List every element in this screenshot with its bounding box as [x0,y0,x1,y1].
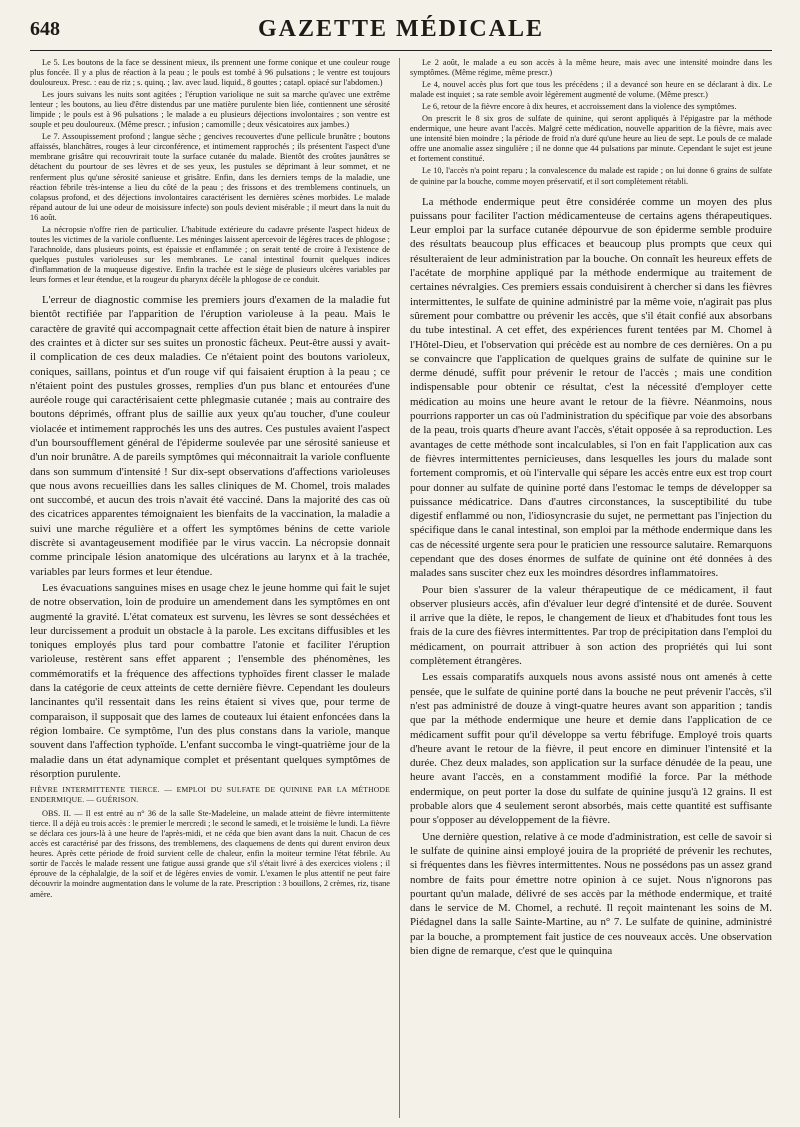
body-paragraph: Les évacuations sanguines mises en usage chez le jeune homme qui fait le sujet de notre observation, loin de produire un amendement dans les symptômes en ont augmenté la gravité. L'état comateux est survenu, les lèvres se sont desséchées et leur durcissement a produit un obstacle à la parole. Les excitans diffusibles et les toniques employés plus tard pour combattre l'atonie et faciliter l'éruption varioleuse, restèrent sans effet apparent ; l'ensemble des phénomènes, les commémoratifs et la fréquence des affections typhoïdes firent classer le malade dans la catégorie de ceux atteints de cette dernière fièvre. Cependant les douleurs lancinantes qu'il ressentait dans les reins étaient si vives que, pour terme de comparaison, il supposait que des lames de couteaux lui étaient enfoncées dans la région lombaire. Ce symptôme, l'un des plus constans dans la variole, manque souvent dans l'affection typhoïde. L'enfant succomba le vingt-quatrième jour de la maladie dans un état adynamique complet et présentant quelques symptômes de résorption purulente. [30,581,390,780]
body-paragraph: Une dernière question, relative à ce mode d'administration, est celle de savoir si le sulfate de quinine ainsi employé jouira de la propriété de prévenir les rechutes, si fréquentes dans les fièvres intermittentes. Nous ne possédons pas un assez grand nombre de faits pour émettre notre opinion à ce sujet. Nous n'ignorons pas pourtant qu'un malade, délivré de ses accès par la méthode endermique, et traité dans le service de M. Chomel, a rechuté. Il reçoit maintenant les soins de M. Piédagnel dans la salle Sainte-Martine, au n° 7. Le sulfate de quinine, administré par la bouche, a promptement fait justice de ces nouveaux accès. Une observation bien digne de remarque, c'est que le quinquina [410,830,772,957]
page-header [30,18,772,50]
case-note-paragraph: Le 6, retour de la fièvre encore à dix heures, et accroissement dans la violence des symptômes. [422,102,737,112]
body-paragraph: Pour bien s'assurer de la valeur thérapeutique de ce médicament, il faut observer plusieurs accès, afin d'évaluer leur degré d'intensité et de durée. Souvent il arrive que la diète, le repos, le changement de lieux et d'habitudes font tous les frais de la cure des fièvres intermittentes. Par trop de précipitation dans l'emploi du médicament, on pourrait attribuer à son action des propriétés qui lui sont complètement étrangères. [410,583,772,668]
right-column [410,58,772,1118]
column-divider [399,58,400,1118]
header-rule [30,50,772,51]
case-heading: FIÈVRE INTERMITTENTE TIERCE. — EMPLOI DU SULFATE DE QUININE PAR LA MÉTHODE ENDERMIQUE. — GUÉRISON. [30,785,390,805]
body-paragraph: La méthode endermique peut être considérée comme un moyen des plus puissans pour faciliter l'action médicamenteuse de certains agens thérapeutiques. Leur emploi par la surface cutanée dépourvue de son épiderme semble produire des résultats beaucoup plus efficaces et beaucoup plus prompts que ceux qui résulteraient de leur administration par la bouche. On connaît les heureux effets de l'acétate de morphine appliqué par la méthode endermique au traitement de certaines névralgies. Ces premiers essais conduisirent à chercher si dans les fièvres intermittentes, le sulfate de quinine administré par la même voie, n'agirait pas plus sûrement pour combattre ou prévenir les accès, que s'il était confié aux absorbans du tube intestinal. A cet effet, des expériences furent tentées par M. Chomel à l'Hôtel-Dieu, et l'observation qui précède est au nombre de ces dernières. On a pu se convaincre que l'application de quelques grains de sulfate de quinine sur le derme dénudé, suffit pour prévenir le retour de l'accès ; mais une condition indispensable pour obtenir ce résultat, c'est la nécessité d'employer cette médication au moins une heure avant le retour de la fièvre. Néanmoins, nous pourrions rapporter un cas où l'administration du spécifique par voie des absorbans de la peau, trois quarts d'heure avant l'accès, s'était opposée à sa reproduction. Les avantages de cette méthode sont incalculables, si l'on en fait l'application aux cas de fièvres intermittentes pernicieuses, dans lesquelles les jours du malade sont fortement compromis, et où l'intervalle qui sépare les accès entre eux est trop court pour donner au sulfate de quinine porté dans l'estomac le temps de développer sa puissance médicatrice. Dans d'autres circonstances, la susceptibilité du tube digestif enflammé ou non, l'idiosyncrasie du sujet, ne permettant pas l'injection du spécifique dans le canal intestinal, son emploi par la méthode endermique dans les cas de nécessité urgente sera pour le praticien une ressource salutaire. Remarquons cependant que des doses énormes de sulfate de quinine ont été données à des malades sans susciter chez eux les moindres désordres inflammatoires. [410,195,772,580]
case-note-paragraph: Le 10, l'accès n'a point reparu ; la convalescence du malade est rapide ; on lui donne 6 grains de sulfate de quinine par la bouche, comme moyen préservatif, et il sort complètement rétabli. [410,166,772,186]
left-column [30,58,390,1118]
case-note-paragraph: Le 2 août, le malade a eu son accès à la même heure, mais avec une intensité moindre dans les symptômes. (Même régime, même prescr.) [410,58,772,78]
case-note-paragraph: Le 7. Assoupissement profond ; langue sèche ; gencives recouvertes d'une pellicule brunâtre ; boutons affaissés, blanchâtres, rouges à leur circonférence, et intimement rapprochés ; ils présentent l'aspect d'une membrane grisâtre qui recouvrirait toute la surface cutanée du malade. Bientôt des croûtes jaunâtres se détachent du pourtour de ses lèvres et de ses yeux, les pustules se déprimant à leur sommet, et ne renferment plus qu'une sérosité sanieuse et grisâtre. Enfin, dans les derniers temps de la maladie, une réaction fébrile très-intense a lieu du côté de la peau ; des frissons et des tremblemens continuels, un colapsus profond, et des déjections involontaires caractérisent les dernières scènes morbides. Le malade répand autour de lui une odeur de moisissure infecte) son pouls devient misérable ; il meurt dans la nuit du 16 août. [30,132,390,222]
case-note-paragraph: Le 4, nouvel accès plus fort que tous les précédens ; il a devancé son heure en se déclarant à dix. Le malade est inquiet ; sa rate semble avoir légèrement augmenté de volume. (Même prescr.) [410,80,772,100]
case-note-paragraph: La nécropsie n'offre rien de particulier. L'habitude extérieure du cadavre présente l'aspect hideux de toutes les victimes de la variole confluente. Les méninges laissent apercevoir de légères traces de phlogose ; l'arachnoïde, dans plusieurs points, est épaissie et enflammée ; on serait tenté de croire à l'existence de quelques pustules varioleuses sur les membranes. Le canal intestinal fournit quelques indices d'inflammation de la muqueuse digestive. Enfin la trachée est le siège de plusieurs ulcères variables par leurs formes et leur étendue, et la rougeur du pharynx décèle la phlogose de ce conduit. [30,224,390,284]
case-note-paragraph: On prescrit le 8 six gros de sulfate de quinine, qui seront appliqués à l'épigastre par la méthode endermique, une heure avant l'accès. Malgré cette médication, nouvelle apparition de la fièvre, mais avec une intensité bien moindre ; la période de froid n'a duré qu'une heure au lieu de sept. Le pouls de ce malade offre une anomalie assez singulière ; il ne donne que 44 pulsations par minute. Cependant le sujet est jeune et fortement constitué. [410,114,772,164]
body-paragraph: L'erreur de diagnostic commise les premiers jours d'examen de la maladie fut bientôt rectifiée par l'apparition de l'éruption varioleuse à la peau. Mais le caractère de gravité qui accompagnait cette affection était bien de nature à inspirer des craintes et à dicter sur ses suites un pronostic fâcheux. Peut-être aussi y avait-il complication de ces deux maladies. Ce n'étaient point des boutons varioleux, coniques, saillans, pointus et d'un rouge vif qui faisaient éruption à la peau ; ce n'étaient point des pustules grosses, remplies d'un pus blanc et entourées d'une auréole rouge qui caractérisaient cette phlegmasie cutanée ; mais au contraire des boutons déprimés, offrant plus de saillie aux yeux qu'au toucher, d'une couleur violacée et intimement rapprochés les uns des autres. Ces pustules avaient l'aspect d'un boursoufflement général de l'épiderme soulevée par une sérosité sanieuse et d'un noir brunâtre. A de pareils symptômes qui méconnaitrait la variole confluente dans son summum d'intensité ! Sur dix-sept observations d'affections varioleuses que nous avons recueillies dans les salles cliniques de M. Chomel, trois malades ont succombé, et aucun des trois n'avait été vacciné. Dans la majorité des cas où des cicatrices apparentes témoignaient les bienfaits de la vaccination, la maladie a suivi une marche régulière et a offert les symptômes bénins de cette variole discrète si avantageusement modifiée par le virus vaccin. La nécropsie donnait comme principale lésion anatomique des ulcérations au larynx et à la trachée, variables par leurs formes et leur étendue. [30,294,390,578]
case-note-paragraph: Les jours suivans les nuits sont agitées ; l'éruption variolique ne suit sa marche qu'avec une extrême lenteur ; les boutons, au lieu d'être distendus par une matière purulente bien liée, contiennent une sérosité limpide ; le pouls est à 96 pulsations ; le malade a eu plusieurs déjections involontaires ; son ventre est souple et peu douloureux. (Même prescr. ; infusion ; camomille ; deux vésicatoires aux jambes.) [30,90,390,130]
case-note-paragraph: OBS. II. — Il est entré au n° 36 de la salle Ste-Madeleine, un malade atteint de fièvre intermittente tierce. Il a déjà eu trois accès : le premier le mercredi ; le second le samedi, et le troisième le lundi. La fièvre se déclara ces jours-là à une heure de l'après-midi, et ne céda que bien avant dans la nuit. Chacun de ces accès est caractérisé par des frissons, des tremblemens, des claquemens de dents qui durent environ deux heures. Après cette période de froid survient celle de chaleur, enfin la moiteur termine l'état fébrile. Au sortir de l'accès le malade ressent une fatigue aussi grande que s'il s'était livré à des exercices violens ; il éprouve de la céphalalgie, de la soif et de légères envies de vomir. L'examen le plus attentif ne peut faire découvrir la moindre augmentation dans le volume de la rate. Prescription : 3 bouillons, 2 crèmes, riz, tisane amère. [30,809,390,899]
page-number: 648 [30,18,60,40]
body-paragraph: Les essais comparatifs auxquels nous avons assisté nous ont amenés à cette pensée, que le sulfate de quinine porté dans la bouche ne peut prévenir l'accès, s'il n'est pas administré de douze à vingt-quatre heures avant son apparition ; tandis que par la méthode endermique une heure et demie dans l'application de ce médicament suffit pour qu'il développe sa vertu fébrifuge. Employé trois quarts d'heure avant le retour de la fièvre, il peut encore en diminuer l'intensité et la durée. Chez deux malades, son application sur la surface dénudée de la peau, une heure avant l'accès, en a constamment modifié la force. Par la méthode endermique, on peut porter la dose du sulfate de quinine jusqu'à 12 grains. Il est probable alors que 4 seulement seront absorbés, mais cette quantité est suffisante pour s'opposer au développement de la fièvre. [410,671,772,827]
case-note-paragraph: Le 5. Les boutons de la face se dessinent mieux, ils prennent une forme conique et une couleur rouge plus foncée. Il y a plus de réaction à la peau ; le pouls est tombé à 96 pulsations ; le ventre est toujours douloureux. Presc. : eau de riz ; s. quinq. ; lav. avec laud. liquid., 8 gouttes ; catapl. opiacé sur l'abdomen.) [30,58,390,88]
journal-title: GAZETTE MÉDICALE [257,16,545,42]
